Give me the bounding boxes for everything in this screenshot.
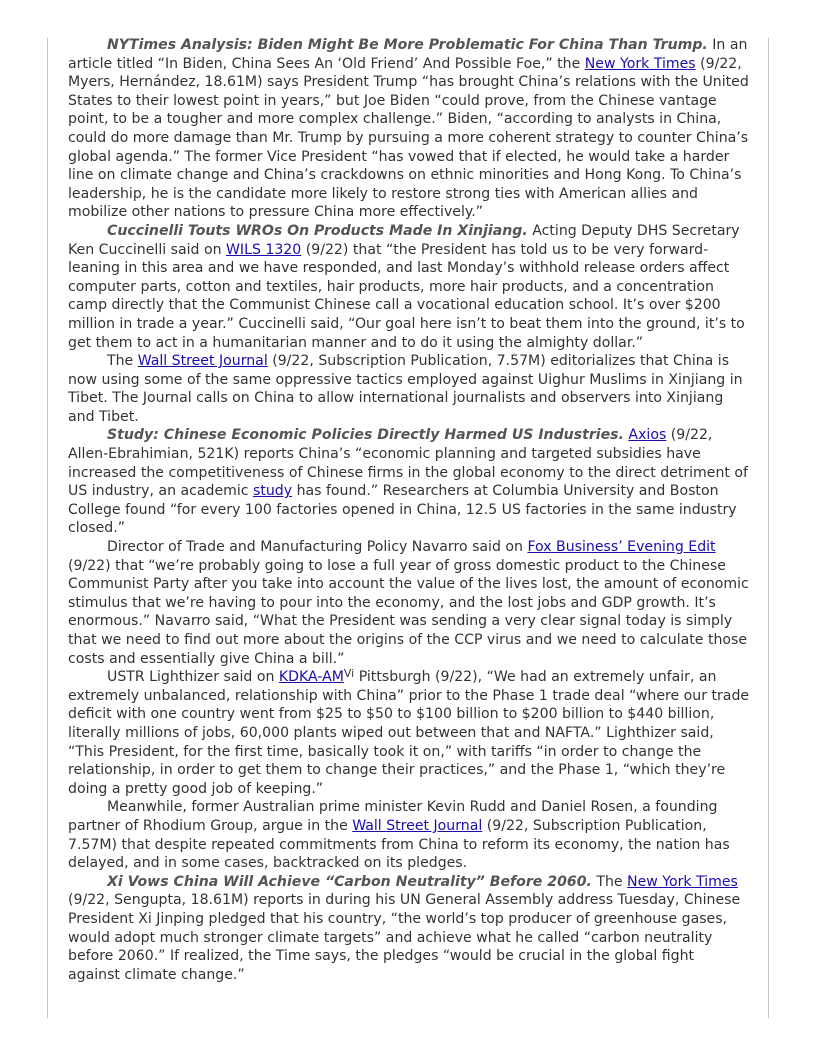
body-text: The [591,873,628,890]
body-text: The [107,353,138,370]
source-link[interactable]: New York Times [627,873,738,890]
source-link[interactable]: New York Times [584,55,696,72]
source-link[interactable]: WILS 1320 [226,241,302,258]
body-text: has found.” Researchers at Columbia University and Boston College found “for every 100 factories opened in China, 12.5 US factories in the same industry closed.” [68,483,737,537]
article-paragraph [68,352,750,426]
body-text: Pittsburgh (9/22), “We had an extremely unfair, an extremely unbalanced, relationship with China” prior to the Phase 1 trade deal “where our trade deficit with one country went from $25 to $50 to $100 billion to $200 billion to $440 billion, literally millions of jobs, 60,000 plants wiped out between that and NAFTA.” Lighthizer said, “This President, for the first time, basically took it on,” with tariffs “in order to change the relationship, in order to get them to change their practices,” and the Phase 1, “which they’re doing a pretty good job of keeping.” [68,669,750,797]
article-paragraph [68,36,750,222]
left-margin-rule [47,38,48,1018]
source-link[interactable]: study [253,483,293,500]
source-link[interactable]: Wall Street Journal [137,353,268,370]
body-text: Acting Deputy DHS Secretary Ken Cuccinelli said on [68,222,740,258]
source-link[interactable]: KDKA-AM [278,669,344,686]
story-headline: Cuccinelli Touts WROs On Products Made In Xinjiang. [107,222,528,239]
body-text: (9/22, Allen-Ebrahimian, 521K) reports China’s “economic planning and targeted subsidies have increased the competitiveness of Chinese firms in the global economy to the direct detriment of US industry, an academic [68,427,748,500]
article-paragraph [68,538,750,668]
body-text: (9/22, Subscription Publication, 7.57M) editorializes that China is now using some of the same oppressive tactics employed against Uighur Muslims in Xinjiang in Tibet. The Journal calls on China to allow international journalists and observers into Xinjiang and Tibet. [68,353,743,425]
article-paragraph [68,426,750,538]
right-margin-rule [768,38,769,1018]
body-text: (9/22) that “we’re probably going to lose a full year of gross domestic product to the Chinese Communist Party after you take into account the value of the lives lost, the amount of economic stimulus that we’re having to pour into the economy, and the lost jobs and GDP growth. It’s enormous.” Navarro said, “What the President was sending a very clear signal today is simply that we need to find out more about the origins of the CCP virus and we need to calculate those costs and essentially give China a bill.” [68,557,749,667]
story-headline: NYTimes Analysis: Biden Might Be More Problematic For China Than Trump. [107,37,708,53]
article-paragraph [68,873,750,985]
body-text: Meanwhile, former Australian prime minister Kevin Rudd and Daniel Rosen, a founding partner of Rhodium Group, argue in the [68,799,718,834]
article-paragraph [68,798,750,872]
body-text: (9/22, Subscription Publication, 7.57M) that despite repeated commitments from China to reform its economy, the nation has delayed, and in some cases, backtracked on its pledges. [68,817,730,872]
document-body [68,36,750,984]
body-text: Director of Trade and Manufacturing Policy Navarro said on [107,539,528,556]
superscript-note: Vi [343,667,355,681]
article-paragraph [68,222,750,352]
body-text: In an article titled “In Biden, China Sees An ‘Old Friend’ And Possible Foe,” the [68,37,748,72]
source-link[interactable]: Wall Street Journal [352,817,483,834]
article-paragraph [68,668,750,798]
body-text: (9/22, Myers, Hernández, 18.61M) says President Trump “has brought China’s relations with the United States to their lowest point in years,” but Joe Biden “could prove, from the Chinese vantage point, to be a tougher and more complex challenge.” Biden, “according to analysts in China, could do more damage than Mr. Trump by pursuing a more coherent strategy to counter China’s global agenda.” The former Vice President “has vowed that if elected, he would take a harder line on climate change and China’s crackdowns on ethnic minorities and Hong Kong. To China’s leadership, he is the candidate more likely to restore strong ties with American allies and mobilize other nations to pressure China more effectively.” [68,55,749,221]
body-text: (9/22) that “the President has told us to be very forward-leaning in this area and we have responded, and last Monday’s withhold release orders affect computer parts, cotton and textiles, hair products, more hair products, and a concentration camp directly that the Communist Chinese call a vocational education school. It’s over $200 million in trade a year.” Cuccinelli said, “Our goal here isn’t to beat them into the ground, it’s to get them to act in a humanitarian manner and to do it using the almighty dollar.” [68,241,745,351]
source-link[interactable]: Axios [628,427,667,444]
source-link[interactable]: Fox Business’ Evening Edit [527,539,716,556]
story-headline: Study: Chinese Economic Policies Directly Harmed US Industries. [107,427,624,444]
body-text: USTR Lighthizer said on [107,669,279,686]
story-headline: Xi Vows China Will Achieve “Carbon Neutrality” Before 2060. [107,873,592,890]
body-text: (9/22, Sengupta, 18.61M) reports in during his UN General Assembly address Tuesday, Chinese President Xi Jinping pledged that his country, “the world’s top producer of greenhouse gases, would adopt much stronger climate targets” and achieve what he called “carbon neutrality before 2060.” If realized, the Time says, the pledges “would be crucial in the global fight against climate change.” [68,892,741,983]
